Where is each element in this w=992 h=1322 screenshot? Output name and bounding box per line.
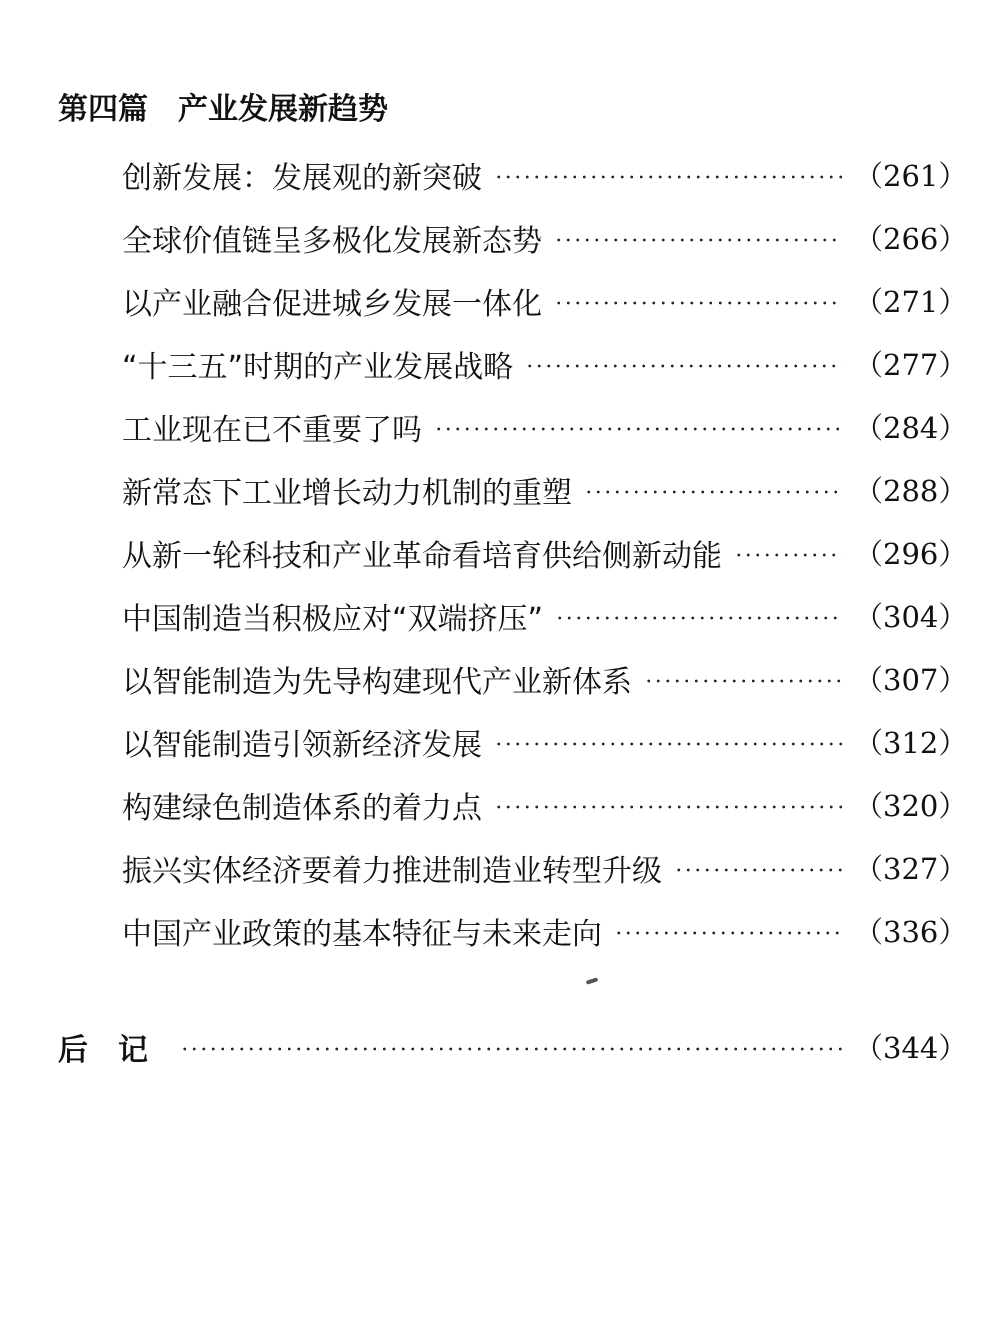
afterword-title: 后记 [58, 1032, 178, 1068]
dot-leader [434, 427, 842, 431]
part-number: 第四篇 [58, 92, 148, 127]
toc-entry-page: （288） [854, 474, 968, 508]
afterword-page: （344） [854, 1031, 968, 1065]
toc-entry[interactable] [122, 206, 968, 269]
toc-entry-title: 中国产业政策的基本特征与未来走向 [122, 916, 602, 952]
dot-leader [674, 868, 842, 872]
toc-entry[interactable] [122, 521, 968, 584]
toc-entry-page: （312） [854, 726, 968, 760]
dot-leader [614, 931, 842, 935]
toc-entry-title: 以产业融合促进城乡发展一体化 [122, 286, 542, 322]
toc-entry-title: 创新发展：发展观的新突破 [122, 160, 482, 196]
toc-entry-title: 构建绿色制造体系的着力点 [122, 790, 482, 826]
toc-entry-page: （320） [854, 789, 968, 823]
toc-entry-page: （271） [854, 285, 968, 319]
dot-leader [554, 301, 842, 305]
toc-entry-page: （284） [854, 411, 968, 445]
toc-entry-page: （277） [854, 348, 968, 382]
dot-leader [494, 742, 842, 746]
dot-leader [555, 616, 842, 620]
dot-leader [494, 805, 842, 809]
dot-leader [644, 679, 842, 683]
toc-entry-page: （327） [854, 852, 968, 886]
dot-leader [734, 553, 842, 557]
toc-entry[interactable] [122, 143, 968, 206]
toc-entry-page: （307） [854, 663, 968, 697]
toc-entry-page: （296） [854, 537, 968, 571]
toc-entry[interactable] [122, 332, 968, 395]
dot-leader [494, 175, 842, 179]
dot-leader [180, 1047, 842, 1051]
dot-leader [525, 364, 842, 368]
dot-leader [554, 238, 842, 242]
toc-entry-title: 中国制造当积极应对“双端挤压” [122, 601, 544, 637]
toc-entry[interactable] [122, 710, 968, 773]
toc-entry-title: 工业现在已不重要了吗 [122, 412, 422, 448]
toc-entry[interactable] [122, 647, 968, 710]
toc-entry-page: （304） [854, 600, 968, 634]
toc-entry-title: 振兴实体经济要着力推进制造业转型升级 [122, 853, 662, 889]
toc-entry[interactable] [122, 269, 968, 332]
toc-entry-afterword[interactable] [58, 1015, 968, 1078]
toc-entry-page: （261） [854, 159, 968, 193]
toc-entry[interactable] [122, 836, 968, 899]
toc-entry[interactable] [122, 458, 968, 521]
toc-entry[interactable] [122, 899, 968, 962]
part-heading [58, 84, 388, 128]
toc-entry-page: （336） [854, 915, 968, 949]
dot-leader [584, 490, 842, 494]
toc-entry-title: 以智能制造引领新经济发展 [122, 727, 482, 763]
toc-entry[interactable] [122, 584, 968, 647]
toc-entry-page: （266） [854, 222, 968, 256]
toc-entry-title: 新常态下工业增长动力机制的重塑 [122, 475, 572, 511]
toc-list [122, 143, 968, 962]
toc-entry-title: 全球价值链呈多极化发展新态势 [122, 223, 542, 259]
toc-entry-title: 以智能制造为先导构建现代产业新体系 [122, 664, 632, 700]
toc-entry[interactable] [122, 773, 968, 836]
toc-entry-title: “十三五”时期的产业发展战略 [122, 349, 514, 385]
toc-entry[interactable] [122, 395, 968, 458]
toc-entry-title: 从新一轮科技和产业革命看培育供给侧新动能 [122, 538, 722, 574]
part-title: 产业发展新趋势 [178, 92, 388, 127]
scan-speck [586, 977, 599, 985]
